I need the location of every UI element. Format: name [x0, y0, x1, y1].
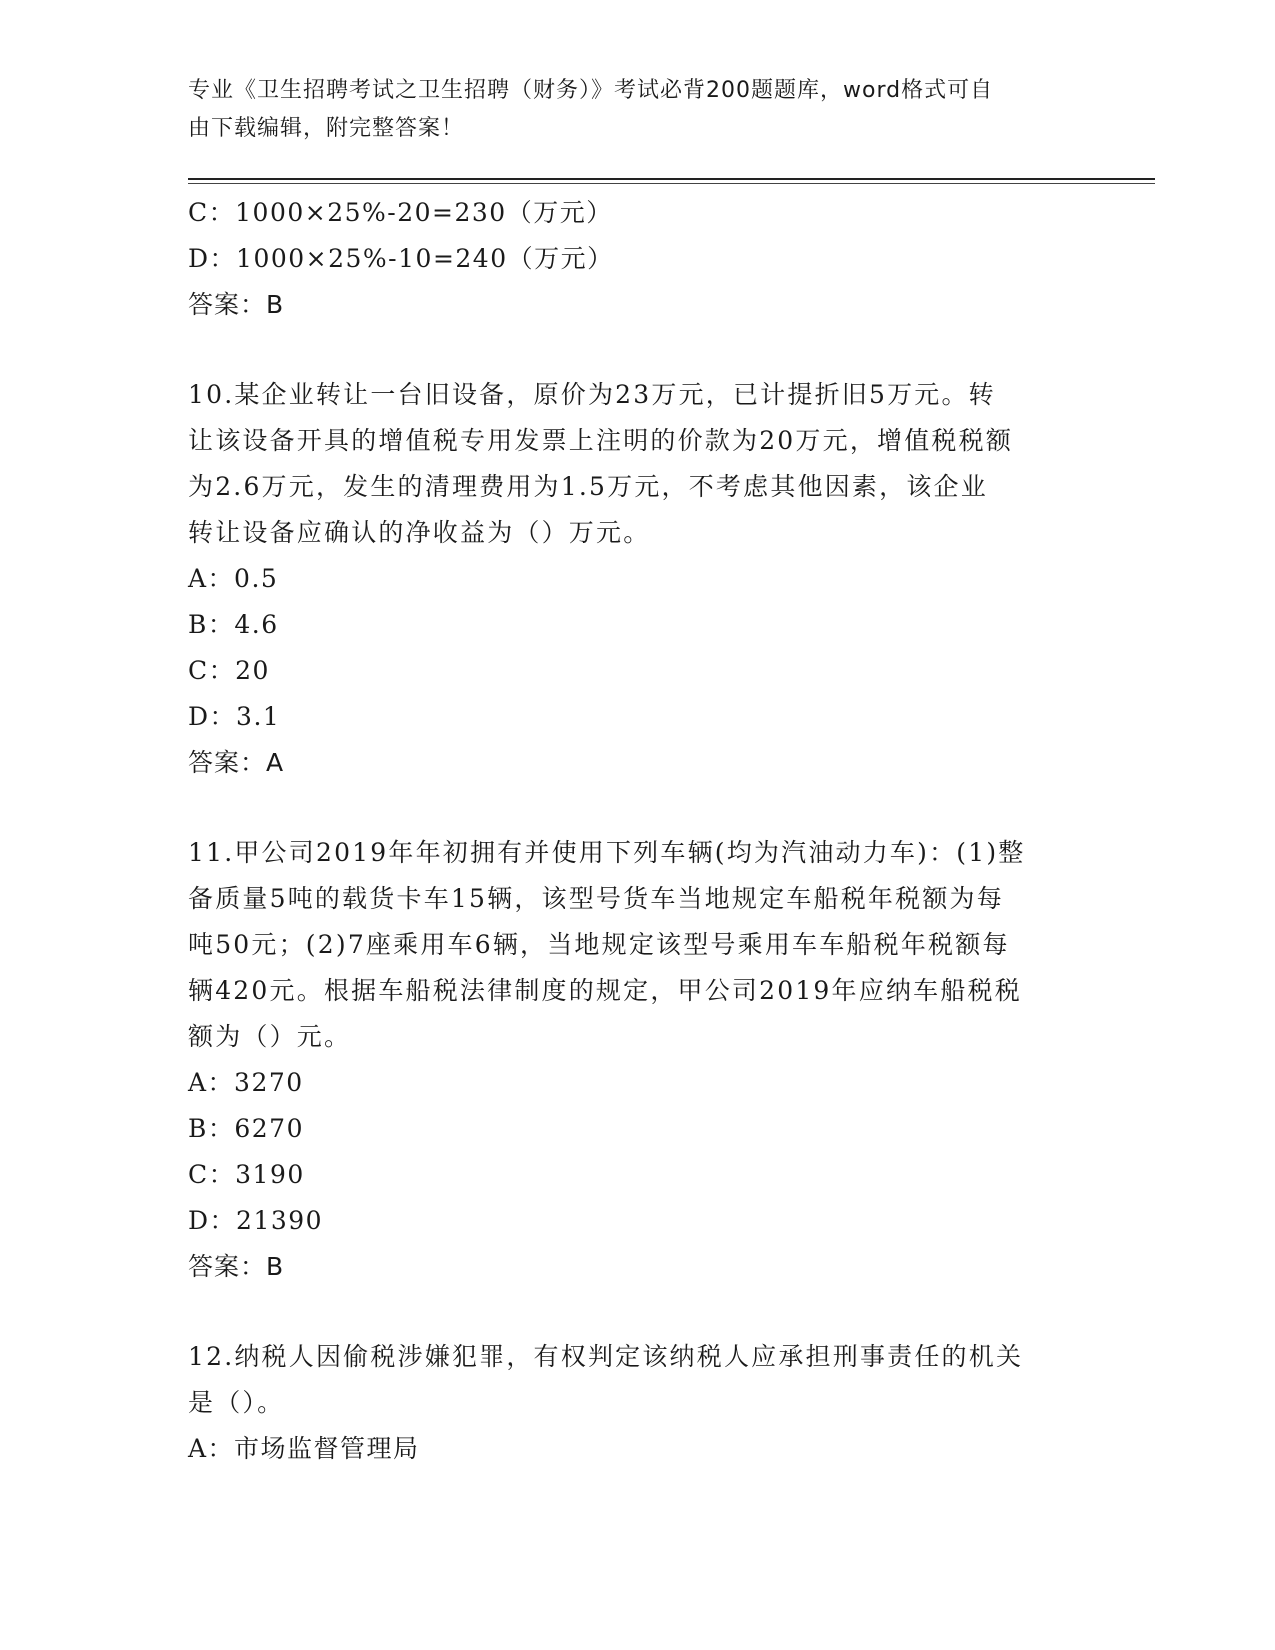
- document-body: [188, 190, 1088, 1472]
- question-11: [188, 830, 1088, 1290]
- question-12-line-1: 12.纳税人因偷税涉嫌犯罪，有权判定该纳税人应承担刑事责任的机关: [188, 1342, 1024, 1371]
- spacer: [188, 328, 1088, 372]
- question-10-option-b: B：4.6: [188, 610, 279, 639]
- spacer: [188, 786, 1088, 830]
- question-10-option-d: D：3.1: [188, 702, 281, 731]
- prev-answer: 答案：B: [188, 290, 285, 319]
- question-11-option-d: D：21390: [188, 1206, 324, 1235]
- question-10-option-a: A：0.5: [188, 564, 279, 593]
- question-11-option-a: A：3270: [188, 1068, 304, 1097]
- header-line-1: 专业《卫生招聘考试之卫生招聘（财务）》考试必背200题题库，word格式可自: [188, 78, 994, 103]
- question-10-option-c: C：20: [188, 656, 270, 685]
- question-11-line-3: 吨50元；(2)7座乘用车6辆，当地规定该型号乘用车车船税年税额每: [188, 930, 1010, 959]
- question-12: [188, 1334, 1088, 1472]
- question-12-line-2: 是（）。: [188, 1388, 285, 1417]
- question-10-line-4: 转让设备应确认的净收益为（）万元。: [188, 518, 651, 547]
- header-divider-thin: [188, 183, 1155, 184]
- question-11-line-5: 额为（）元。: [188, 1022, 352, 1051]
- prev-option-c: C：1000×25%-20=230（万元）: [188, 198, 613, 227]
- question-10-answer: 答案：A: [188, 748, 285, 777]
- question-10: [188, 372, 1088, 786]
- header-divider-thick: [188, 178, 1155, 180]
- question-10-line-2: 让该设备开具的增值税专用发票上注明的价款为20万元，增值税税额: [188, 426, 1014, 455]
- prev-option-d: D：1000×25%-10=240（万元）: [188, 244, 614, 273]
- question-10-line-3: 为2.6万元，发生的清理费用为1.5万元，不考虑其他因素，该企业: [188, 472, 988, 501]
- header-line-2: 由下载编辑，附完整答案！: [188, 116, 465, 141]
- question-10-line-1: 10.某企业转让一台旧设备，原价为23万元，已计提折旧5万元。转: [188, 380, 996, 409]
- question-11-line-2: 备质量5吨的载货卡车15辆，该型号货车当地规定车船税年税额为每: [188, 884, 1004, 913]
- question-12-option-a: A：市场监督管理局: [188, 1434, 420, 1463]
- question-11-line-4: 辆420元。根据车船税法律制度的规定，甲公司2019年应纳车船税税: [188, 976, 1022, 1005]
- document-header: [188, 72, 1068, 148]
- question-11-answer: 答案：B: [188, 1252, 285, 1281]
- question-11-option-b: B：6270: [188, 1114, 304, 1143]
- spacer: [188, 1290, 1088, 1334]
- question-11-option-c: C：3190: [188, 1160, 305, 1189]
- question-11-line-1: 11.甲公司2019年年初拥有并使用下列车辆(均为汽油动力车)：(1)整: [188, 838, 1026, 867]
